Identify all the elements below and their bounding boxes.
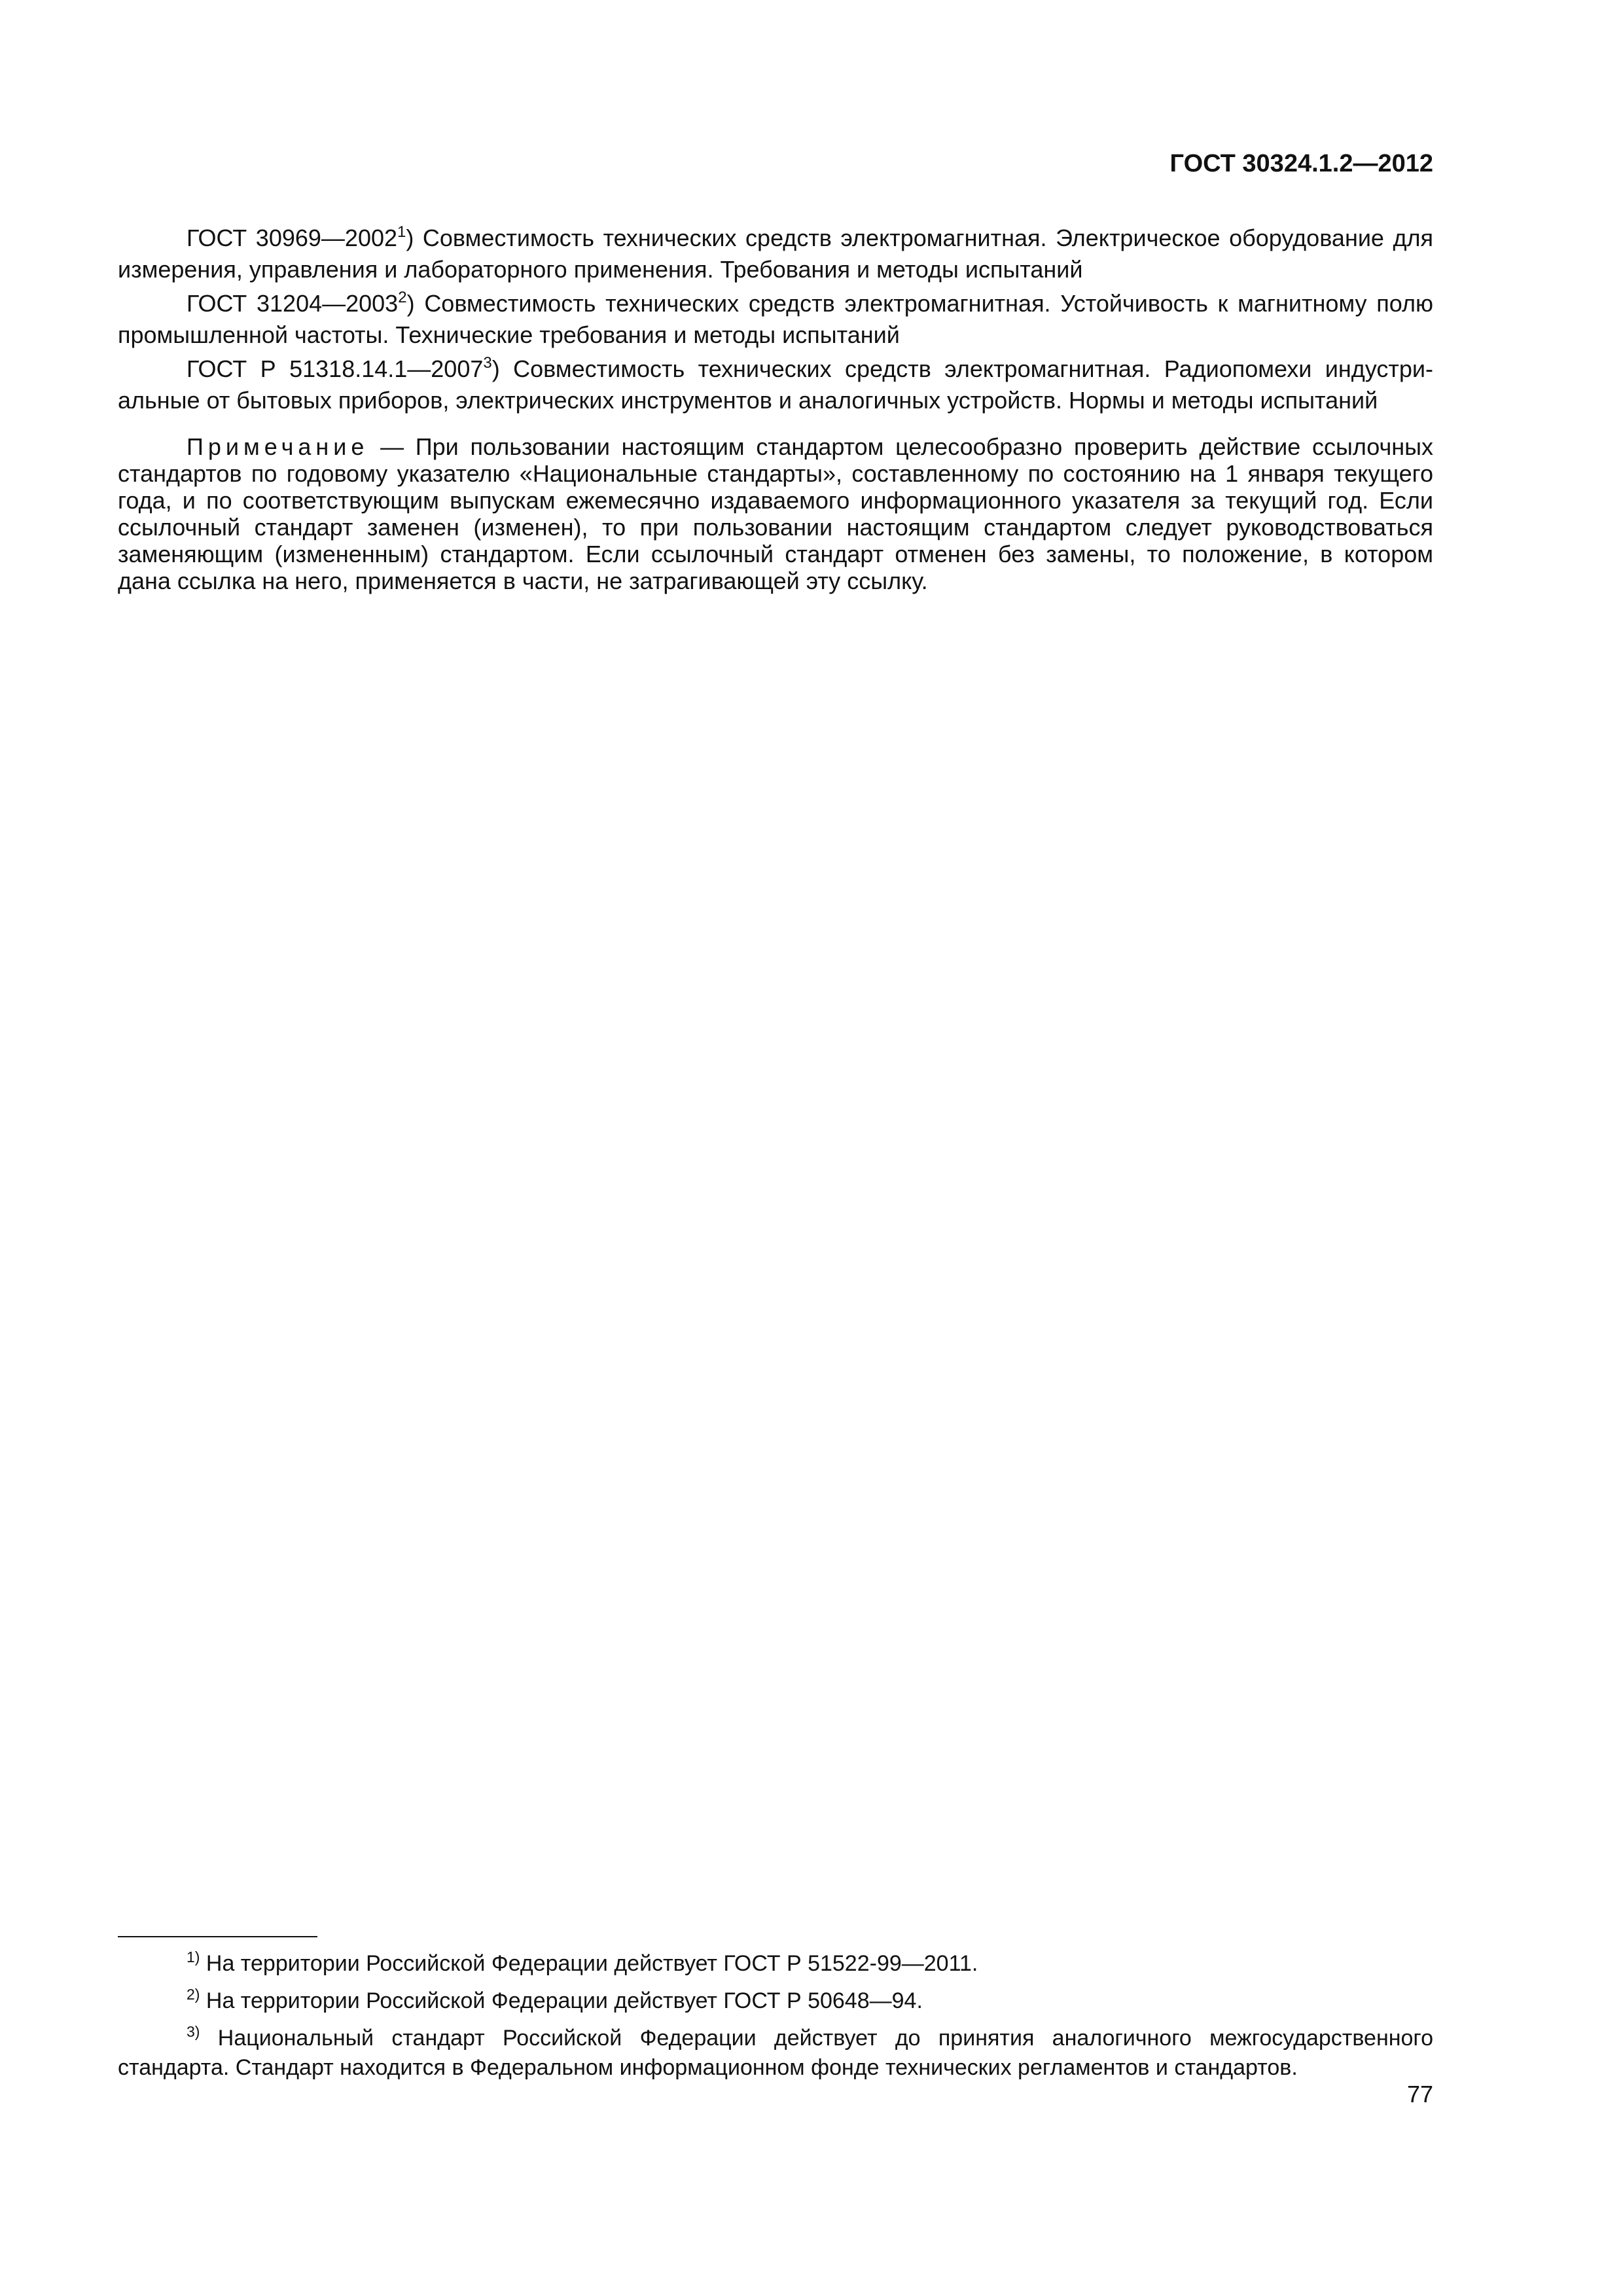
note-paragraph: [118, 433, 1433, 594]
footnote-marker: 3: [483, 354, 492, 372]
document-header: ГОСТ 30324.1.2—2012: [1169, 150, 1433, 177]
normative-references: [118, 223, 1433, 419]
footnote-separator: [118, 1936, 317, 1937]
footnote-marker: 1: [397, 223, 406, 241]
reference-item: [118, 353, 1433, 416]
footnote-number: 3): [187, 2023, 200, 2040]
reference-title: ) Совместимость технических средств электромагнитная. Радиопомехи индустриальные от бытовых приборов, электрических инструментов и аналогичных устройств. Нормы и методы испытаний: [118, 355, 1433, 414]
footnote-item: [118, 1986, 1433, 2016]
reference-item: [118, 288, 1433, 351]
reference-item: [118, 223, 1433, 285]
note-label: Примечание: [187, 433, 369, 460]
footnote-marker: 2: [398, 289, 407, 306]
page-number: 77: [1406, 2081, 1433, 2108]
footnote-text: На территории Российской Федерации действует ГОСТ Р 50648—94.: [200, 1988, 923, 2013]
footnotes: [118, 1949, 1433, 2090]
footnote-number: 1): [187, 1948, 200, 1965]
footnote-text: Национальный стандарт Российской Федерации действует до принятия аналогичного межгосударственного стандарта. Стандарт находится в Федеральном информационном фонде технических регламентов и стандартов.: [118, 2026, 1433, 2080]
reference-code: ГОСТ 30969—2002: [187, 224, 398, 251]
reference-code: ГОСТ Р 51318.14.1—2007: [187, 355, 484, 382]
note-text: — При пользовании настоящим стандартом целесообразно проверить действие ссылочных стандартов по годовому указателю «Национальные стандарты», составленному по состоянию на 1 января текущего года, и по соответствующим выпускам ежемесячно издаваемого информационного указателя за текущий год. Если ссылочный стандарт заменен (изменен), то при пользовании настоящим стандартом следует руководствоваться заменяющим (измененным) стандартом. Если ссылочный стандарт отменен без замены, то положение, в котором дана ссылка на него, применяется в части, не затрагивающей эту ссылку.: [118, 433, 1433, 594]
footnote-text: На территории Российской Федерации действует ГОСТ Р 51522-99—2011.: [200, 1951, 978, 1976]
reference-title: ) Совместимость технических средств электромагнитная. Электрическое оборудование для измерения, управления и лабораторного применения. Требования и методы испытаний: [118, 224, 1433, 283]
footnote-item: [118, 1949, 1433, 1979]
footnote-item: [118, 2024, 1433, 2083]
footnote-number: 2): [187, 1986, 200, 2003]
reference-title: ) Совместимость технических средств электромагнитная. Устойчивость к магнитному полю промышленной частоты. Технические требования и методы испытаний: [118, 290, 1433, 348]
reference-code: ГОСТ 31204—2003: [187, 290, 399, 317]
